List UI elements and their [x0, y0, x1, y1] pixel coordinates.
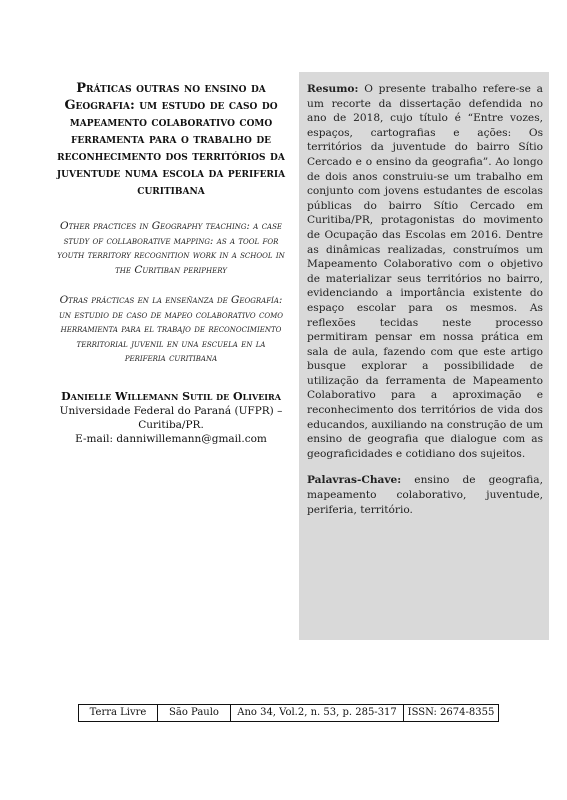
keywords-label: Palavras-Chave:: [307, 474, 402, 487]
english-title: Other practices in Geography teaching: a case study of collaborative mapping: as a tool for youth territory recognition work in a school in the Curitiban periphery: [57, 220, 285, 276]
abstract-body: O presente trabalho refere-se a um recorte da dissertação defendida no ano de 2018, cujo título é “Entre vozes, espaços, cartografias e ações: Os territórios da juventude do bairro Sítio Cercado e o ensino da geografia”. Ao longo de dois anos construiu-se um trabalho em conjunto com jovens estudantes de escolas públicas do bairro Sítio Cercado em Curitiba/PR, protagonistas do movimento de Ocupação das Escolas em 2016. Dentre as dinâmicas realizadas, construímos um Mapeamento Colaborativo com o objetivo de materializar seus territórios no bairro, evidenciando a importância existente do espaço escolar para os mesmos. As reflexões tecidas neste processo permitiram pensar em nossa prática em sala de aula, fazendo com que este artigo busque explorar a possibilidade de utilização da ferramenta de Mapeamento Colaborativo para a aproximação e reconhecimento dos territórios de vida dos educandos, auxiliando na construção de um ensino de geografia que dialogue com as geograficidades e cotidiano dos sujeitos.: [307, 83, 543, 460]
keywords-body: ensino de geografia, mapeamento colaborativo, juventude, periferia, território.: [307, 474, 543, 516]
abstract-label: Resumo:: [307, 83, 359, 95]
article-title: Práticas outras no ensino da Geografia: um estudo de caso do mapeamento colaborativo como ferramenta para o trabalho de reconhecimento dos territórios da juventude numa escola da periferia curitibana: [56, 81, 286, 198]
author-affiliation: Universidade Federal do Paraná (UFPR) – Curitiba/PR.: [59, 404, 283, 431]
spanish-title: Otras prácticas en la enseñanza de Geografía: un estudio de caso de mapeo colaborativo como herramienta para el trabajo de reconocimiento territorial juvenil en una escuela en la periferia curitibana: [58, 294, 283, 364]
left-column: [55, 80, 287, 446]
author-name: Danielle Willemann Sutil de Oliveira: [61, 389, 281, 403]
author-block: [55, 390, 287, 446]
keywords: [307, 473, 543, 517]
abstract: [307, 82, 543, 461]
footer-issn: ISSN: 2674-8355: [407, 707, 495, 718]
footer-volume: Ano 34, Vol.2, n. 53, p. 285-317: [231, 705, 404, 721]
footer-city: São Paulo: [158, 705, 231, 721]
author-email: E-mail: danniwillemann@gmail.com: [75, 432, 267, 445]
footer-journal: Terra Livre: [79, 705, 158, 721]
abstract-box: [299, 72, 549, 640]
citation-footer: [78, 704, 499, 722]
